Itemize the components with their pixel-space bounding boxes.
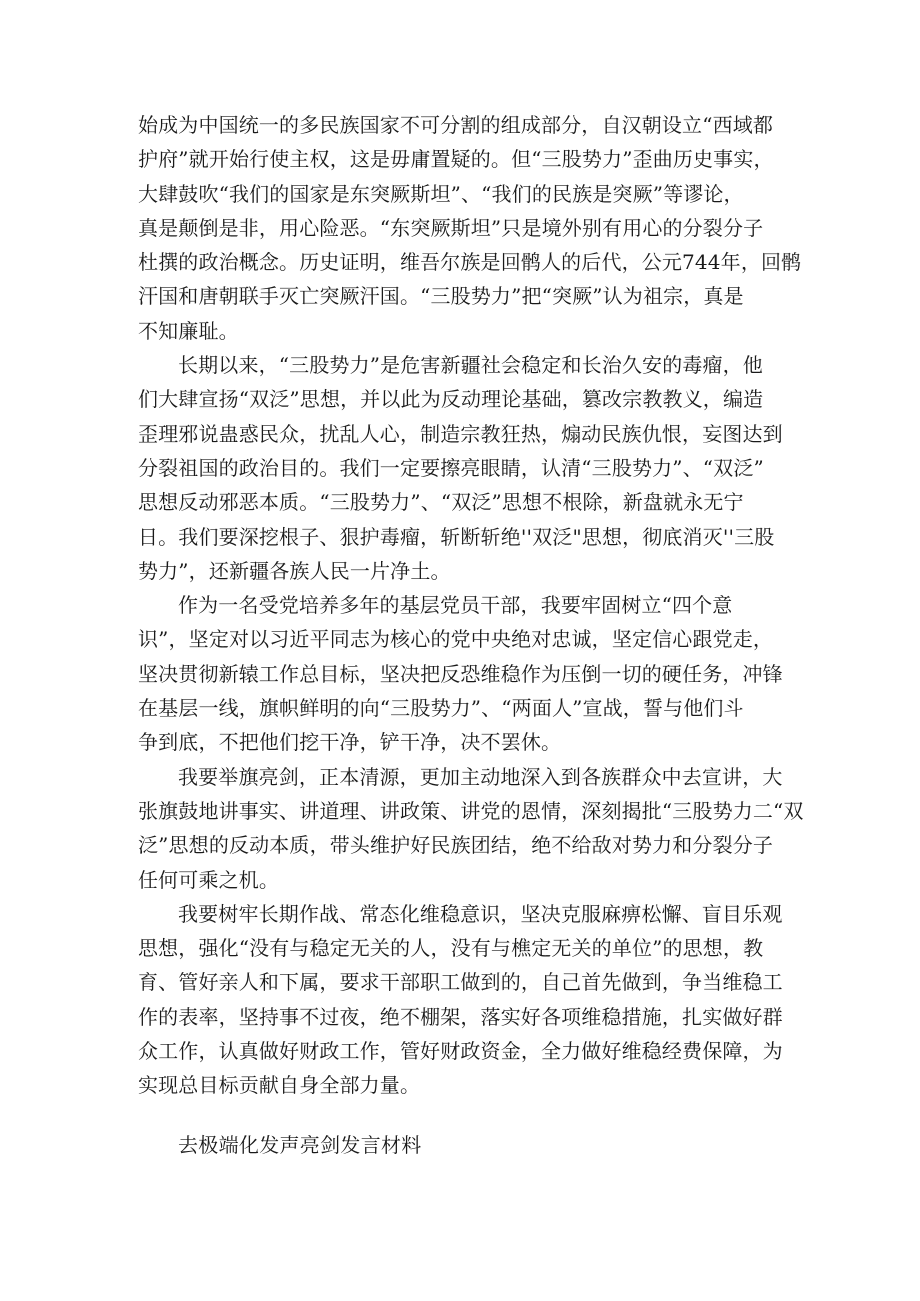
text-line: 坚决贯彻新辕工作总目标，坚决把反恐维稳作为压倒一切的硬任务，冲锋 <box>138 661 783 686</box>
text-line: 作为一名受党培养多年的基层党员干部，我要牢固树立“四个意 <box>178 593 733 618</box>
text-line: 任何可乘之机。 <box>138 867 280 892</box>
paragraph-1 <box>138 108 802 348</box>
text-line: 张旗鼓地讲事实、讲道理、讲政策、讲党的恩情，深刻揭批“三股势力二“双 <box>138 798 804 823</box>
text-line: 争到底，不把他们挖干净，铲干净，决不罢休。 <box>138 730 562 755</box>
text-line: 歪理邪说蛊惑民众，扰乱人心，制造宗教狂热，煽动民族仇恨，妄图达到 <box>138 421 783 446</box>
text-line: 分裂祖国的政治目的。我们一定要擦亮眼睛，认清“三股势力”、“双泛” <box>138 455 764 480</box>
paragraph-3 <box>138 588 788 759</box>
paragraph-4 <box>138 760 804 897</box>
text-line: 们大肆宣扬“双泛”思想，并以此为反动理论基础，篡改宗教教义，编造 <box>138 387 764 412</box>
text-line: 不知廉耻。 <box>138 318 239 343</box>
text-line: 实现总目标贡献自身全部力量。 <box>138 1073 421 1098</box>
paragraph-2 <box>138 348 788 588</box>
text-line: 大肆鼓吹“我们的国家是东突厥斯坦”、“我们的民族是突厥”等谬论， <box>138 181 744 206</box>
text-line: 众工作，认真做好财政工作，管好财政资金，全力做好维稳经费保障，为 <box>138 1039 783 1064</box>
text-line: 我要举旗亮剑，正本清源，更加主动地深入到各族群众中去宣讲，大 <box>178 764 783 789</box>
text-line: 识”，坚定对以习近平同志为核心的党中央绝对忠诚，坚定信心跟党走， <box>138 627 774 652</box>
text-line: 势力”，还新疆各族人民一片净土。 <box>138 558 451 583</box>
text-line: 真是颠倒是非，用心险恶。“东突厥斯坦”只是境外别有用心的分裂分子 <box>138 215 764 240</box>
text-line: 作的表率，坚持事不过夜，绝不棚架，落实好各项维稳措施，扎实做好群 <box>138 1004 783 1029</box>
text-line: 在基层一线，旗帜鲜明的向“三股势力”、“两面人”宣战，誓与他们斗 <box>138 696 744 721</box>
text-line: 杜撰的政治概念。历史证明，维吾尔族是回鹘人的后代，公元744年，回鹘 <box>138 250 802 275</box>
text-line: 我要树牢长期作战、常态化维稳意识，坚决克服麻痹松懈、盲目乐观 <box>178 901 783 926</box>
text-line: 思想反动邪恶本质。“三股势力”、“双泛”思想不根除，新盘就永无宁 <box>138 490 744 515</box>
text-line: 思想，强化“没有与稳定无关的人，没有与樵定无关的单位”的思想，教 <box>138 936 764 961</box>
text-line: 护府”就开始行使主权，这是毋庸置疑的。但“三股势力”歪曲历史事实， <box>138 147 774 172</box>
body-text <box>138 108 804 1103</box>
text-line: 长期以来，“三股势力”是危害新疆社会稳定和长治久安的毒瘤，他 <box>178 353 763 378</box>
text-line: 始成为中国统一的多民族国家不可分割的组成部分，自汉朝设立“西域都 <box>138 113 774 137</box>
text-line: 泛”思想的反动本质，带头维护好民族团结，绝不给敌对势力和分裂分子 <box>138 833 774 858</box>
text-line: 育、管好亲人和下属，要求干部职工做到的，自己首先做到，争当维稳工 <box>138 970 783 995</box>
document-heading: 去极端化发声亮剑发言材料 <box>178 1133 422 1157</box>
text-line: 汗国和唐朝联手灭亡突厥汗国。“三股势力”把“突厥”认为祖宗，真是 <box>138 284 744 309</box>
text-line: 日。我们要深挖根子、狠护毒瘤，斩断斩绝''双泛"思想，彻底消灭''三股 <box>138 524 775 549</box>
paragraph-5 <box>138 897 788 1103</box>
